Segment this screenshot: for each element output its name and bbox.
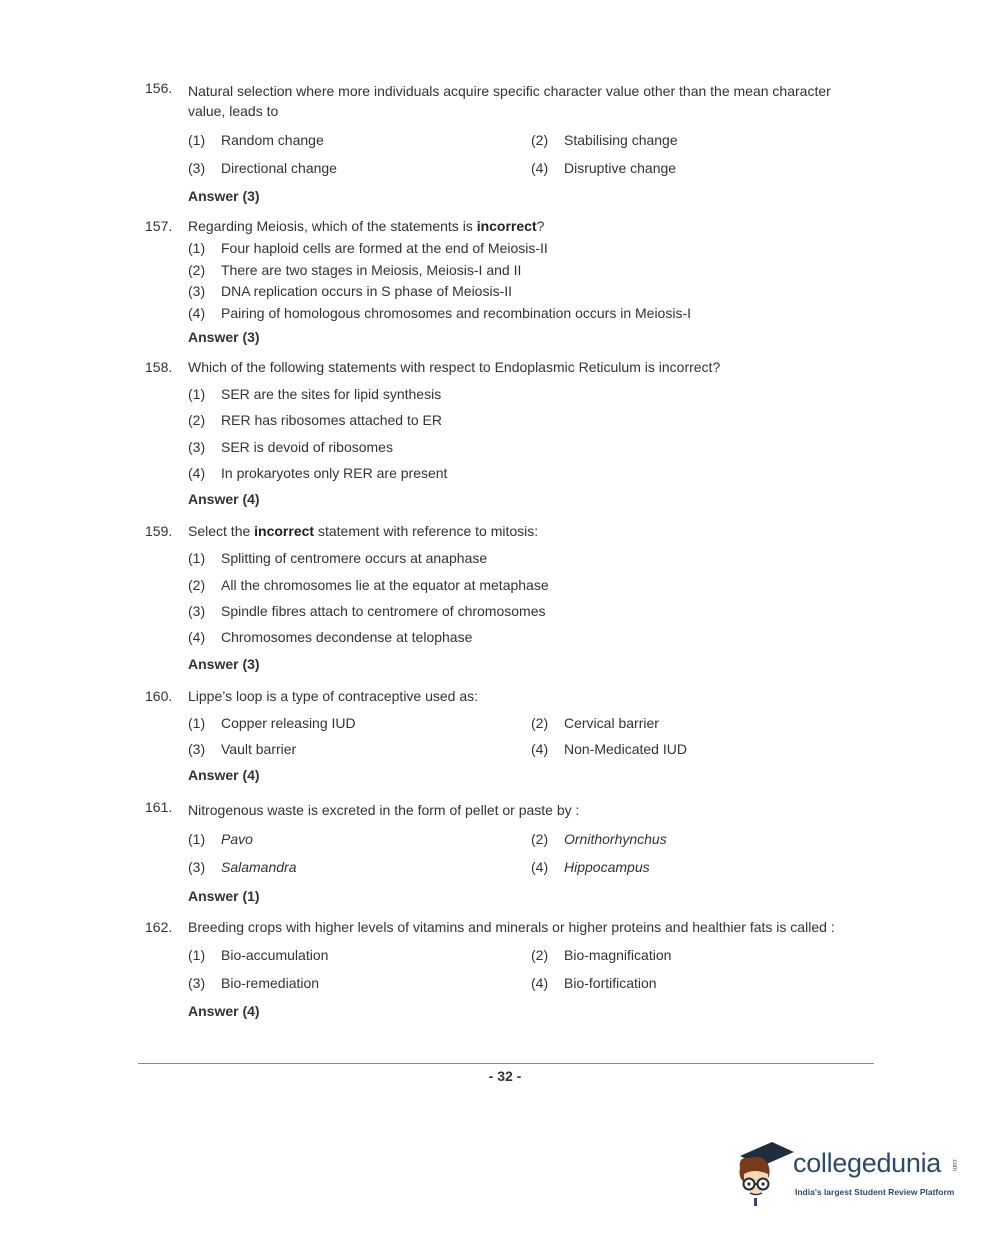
logo-tagline: India's largest Student Review Platform (795, 1187, 955, 1197)
option-1: (1) Pavo (188, 831, 253, 847)
option-4: (4) Pairing of homologous chromosomes and recombination occurs in Meiosis-I (188, 305, 691, 321)
page-number: - 32 - (488, 1068, 522, 1084)
option-1: (1) SER are the sites for lipid synthesis (188, 386, 442, 402)
question-stem: Select the incorrect statement with reference to mitosis: (188, 523, 539, 539)
logo-domain: .com (951, 1158, 957, 1172)
question-number: 156. (145, 80, 173, 96)
option-2: (2) All the chromosomes lie at the equator at metaphase (188, 577, 549, 593)
option-4: (4) Hippocampus (531, 859, 650, 875)
answer: Answer (4) (188, 491, 260, 507)
option-3: (3) Vault barrier (188, 741, 297, 757)
logo-brand: collegedunia (793, 1148, 942, 1178)
option-4: (4) In prokaryotes only RER are present (188, 465, 448, 481)
answer: Answer (4) (188, 1003, 260, 1019)
option-2: (2) Cervical barrier (531, 715, 659, 731)
answer: Answer (3) (188, 329, 260, 345)
question-number: 161. (145, 799, 173, 815)
option-1: (1) Bio-accumulation (188, 947, 329, 963)
answer: Answer (3) (188, 188, 260, 204)
option-4: (4) Chromosomes decondense at telophase (188, 629, 473, 645)
question-stem-line: Natural selection where more individuals acquire specific character value other than the mean character (188, 83, 831, 99)
question-number: 159. (145, 523, 173, 539)
option-3: (3) Bio-remediation (188, 975, 320, 991)
question-number: 157. (145, 218, 173, 234)
collegedunia-logo (736, 1138, 966, 1208)
option-3: (3) DNA replication occurs in S phase of Meiosis-II (188, 283, 513, 299)
option-2: (2) There are two stages in Meiosis, Meiosis-I and II (188, 262, 522, 278)
option-2: (2) RER has ribosomes attached to ER (188, 412, 442, 428)
mascot-icon (736, 1138, 796, 1208)
option-1: (1) Four haploid cells are formed at the end of Meiosis-II (188, 240, 548, 256)
question-stem: Breeding crops with higher levels of vitamins and minerals or higher proteins and healthier fats is called : (188, 919, 835, 935)
option-2: (2) Bio-magnification (531, 947, 672, 963)
option-1: (1) Copper releasing IUD (188, 715, 356, 731)
question-stem: Lippe’s loop is a type of contraceptive used as: (188, 688, 479, 704)
option-3: (3) Salamandra (188, 859, 297, 875)
option-4: (4) Disruptive change (531, 160, 677, 176)
option-4: (4) Non-Medicated IUD (531, 741, 687, 757)
answer: Answer (1) (188, 888, 260, 904)
question-stem: Which of the following statements with respect to Endoplasmic Reticulum is incorrect? (188, 359, 721, 375)
option-2: (2) Ornithorhynchus (531, 831, 667, 847)
option-4: (4) Bio-fortification (531, 975, 657, 991)
question-number: 160. (145, 688, 173, 704)
option-3: (3) Directional change (188, 160, 337, 176)
option-2: (2) Stabilising change (531, 132, 678, 148)
option-1: (1) Random change (188, 132, 324, 148)
question-stem-line: value, leads to (188, 103, 279, 119)
option-1: (1) Splitting of centromere occurs at anaphase (188, 550, 488, 566)
option-3: (3) Spindle fibres attach to centromere of chromosomes (188, 603, 546, 619)
footer-rule (138, 1063, 874, 1064)
question-number: 162. (145, 919, 173, 935)
option-3: (3) SER is devoid of ribosomes (188, 439, 393, 455)
answer: Answer (4) (188, 767, 260, 783)
question-number: 158. (145, 359, 173, 375)
question-stem: Nitrogenous waste is excreted in the form of pellet or paste by : (188, 802, 580, 818)
question-stem (188, 81, 873, 121)
answer: Answer (3) (188, 656, 260, 672)
question-stem: Regarding Meiosis, which of the statements is incorrect? (188, 218, 545, 234)
